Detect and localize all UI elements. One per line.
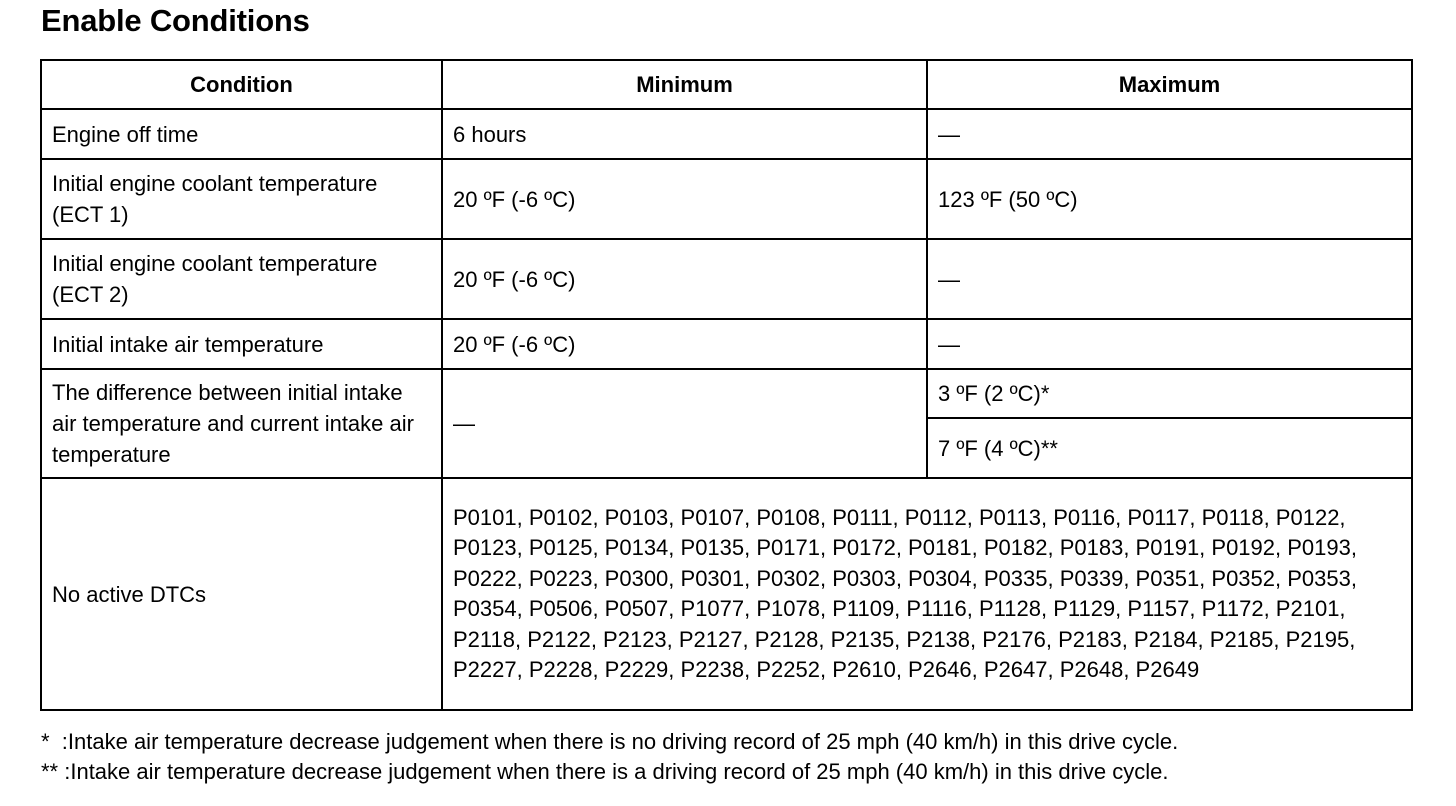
table-row <box>41 159 1412 239</box>
column-header-minimum: Minimum <box>442 60 927 109</box>
maximum-cell: 123 ºF (50 ºC) <box>927 159 1412 239</box>
footnote: * :Intake air temperature decrease judgement when there is no driving record of 25 mph (40 km/h) in this drive cycle. <box>41 729 1179 754</box>
condition-cell: The difference between initial intake air temperature and current intake air temperature <box>41 369 442 478</box>
condition-cell: Initial engine coolant temperature (ECT 2) <box>41 239 442 319</box>
table-row <box>41 239 1412 319</box>
condition-cell: No active DTCs <box>41 478 442 710</box>
table-header-row <box>41 60 1412 109</box>
condition-cell: Engine off time <box>41 109 442 159</box>
page-title: Enable Conditions <box>41 3 310 38</box>
table-row <box>41 319 1412 369</box>
maximum-cell: 7 ºF (4 ºC)** <box>927 418 1412 478</box>
minimum-cell: 20 ºF (-6 ºC) <box>442 159 927 239</box>
table-row <box>41 478 1412 710</box>
maximum-cell: — <box>927 319 1412 369</box>
column-header-maximum: Maximum <box>927 60 1412 109</box>
table-row <box>41 109 1412 159</box>
maximum-cell: — <box>927 109 1412 159</box>
maximum-cell: 3 ºF (2 ºC)* <box>927 369 1412 418</box>
minimum-cell: 6 hours <box>442 109 927 159</box>
footnotes <box>41 727 1178 787</box>
column-header-condition: Condition <box>41 60 442 109</box>
table-row <box>41 369 1412 418</box>
maximum-cell: — <box>927 239 1412 319</box>
condition-cell: Initial engine coolant temperature (ECT 1) <box>41 159 442 239</box>
minimum-cell: 20 ºF (-6 ºC) <box>442 239 927 319</box>
condition-cell: Initial intake air temperature <box>41 319 442 369</box>
minimum-cell: — <box>442 369 927 478</box>
enable-conditions-table <box>40 59 1413 711</box>
footnote: ** :Intake air temperature decrease judgement when there is a driving record of 25 mph (40 km/h) in this drive cycle. <box>41 759 1169 784</box>
minimum-cell: 20 ºF (-6 ºC) <box>442 319 927 369</box>
dtc-list-cell: P0101, P0102, P0103, P0107, P0108, P0111, P0112, P0113, P0116, P0117, P0118, P0122, P0123, P0125, P0134, P0135, P0171, P0172, P0181, P0182, P0183, P0191, P0192, P0193, P0222, P0223, P0300, P0301, P0302, P0303, P0304, P0335, P0339, P0351, P0352, P0353, P0354, P0506, P0507, P1077, P1078, P1109, P1116, P1128, P1129, P1157, P1172, P2101, P2118, P2122, P2123, P2127, P2128, P2135, P2138, P2176, P2183, P2184, P2185, P2195, P2227, P2228, P2229, P2238, P2252, P2610, P2646, P2647, P2648, P2649 <box>442 478 1412 710</box>
